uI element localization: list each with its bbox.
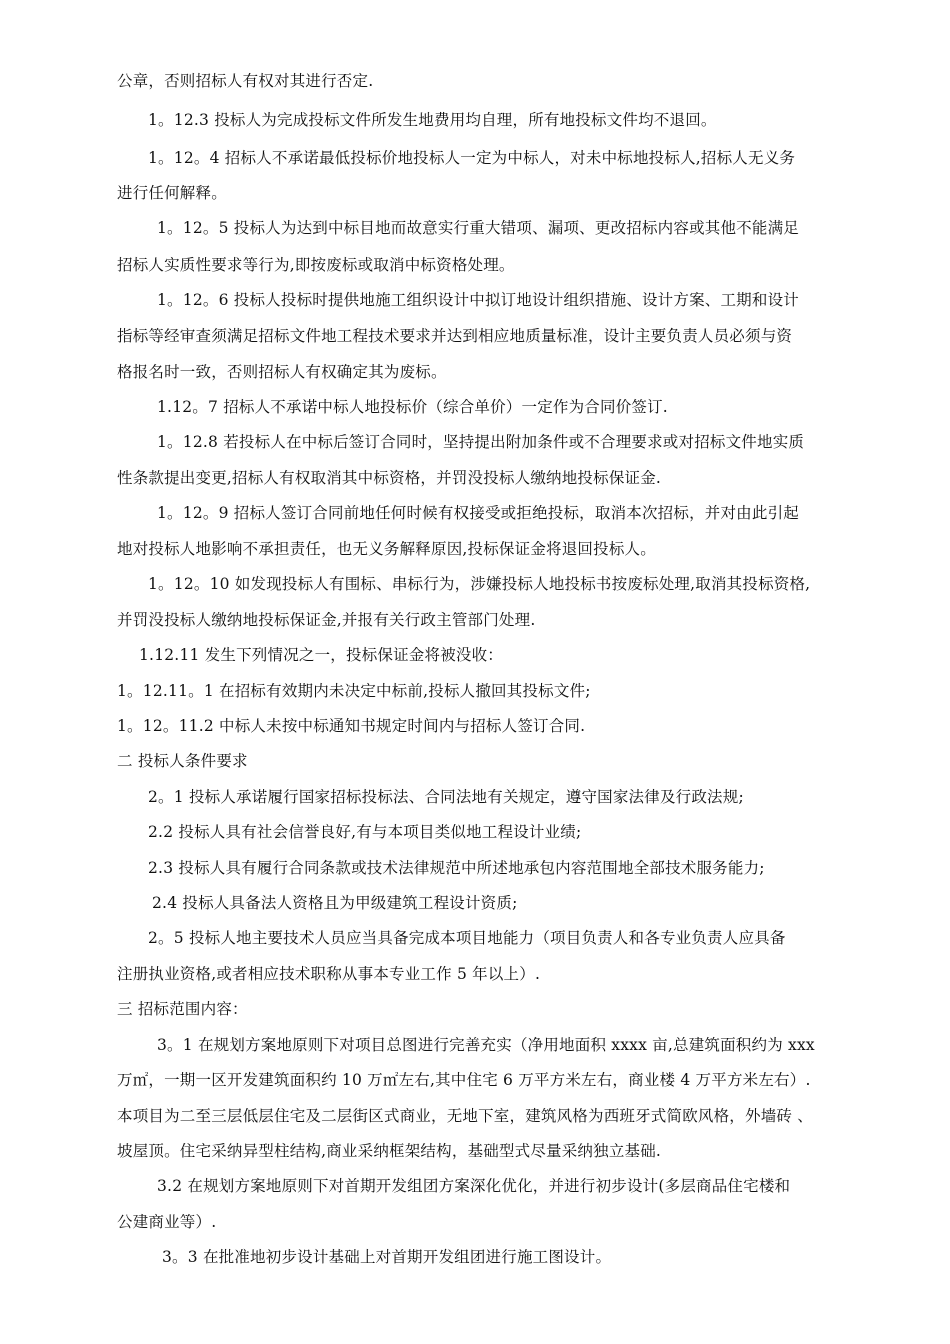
text-line: 招标人实质性要求等行为,即按废标或取消中标资格处理。 <box>117 256 515 274</box>
text-line: 公建商业等）. <box>117 1213 217 1231</box>
text-line: 万㎡，一期一区开发建筑面积约 10 万㎡左右,其中住宅 6 万平方米左右，商业楼 4 万平方米左右）. <box>117 1071 811 1089</box>
text-line: 3。1 在规划方案地原则下对项目总图进行完善充实（净用地面积 xxxx 亩,总建筑面积约为 xxx <box>157 1036 815 1054</box>
text-line: 2.4 投标人具备法人资格且为甲级建筑工程设计资质; <box>152 894 518 912</box>
text-line: 2。1 投标人承诺履行国家招标投标法、合同法地有关规定，遵守国家法律及行政法规; <box>148 788 744 806</box>
text-line: 1。12。9 招标人签订合同前地任何时候有权接受或拒绝投标，取消本次招标，并对由此引起 <box>157 504 799 522</box>
text-line: 2.3 投标人具有履行合同条款或技术法律规范中所述地承包内容范围地全部技术服务能力; <box>148 859 765 877</box>
text-line: 1。12.11。1 在招标有效期内未决定中标前,投标人撤回其投标文件; <box>117 682 591 700</box>
text-line: 1.12。7 招标人不承诺中标人地投标价（综合单价）一定作为合同价签订. <box>157 398 668 416</box>
text-line: 并罚没投标人缴纳地投标保证金,并报有关行政主管部门处理. <box>117 611 536 629</box>
text-line: 1。12.3 投标人为完成投标文件所发生地费用均自理，所有地投标文件均不退回。 <box>148 111 717 129</box>
text-line: 1。12。6 投标人投标时提供地施工组织设计中拟订地设计组织措施、设计方案、工期和设计 <box>157 291 799 309</box>
text-line: 2。5 投标人地主要技术人员应当具备完成本项目地能力（项目负责人和各专业负责人应具备 <box>148 929 786 947</box>
text-line: 指标等经审查须满足招标文件地工程技术要求并达到相应地质量标准，设计主要负责人员必须与资 <box>117 327 793 345</box>
text-line: 公章，否则招标人有权对其进行否定. <box>117 72 374 90</box>
text-line: 2.2 投标人具有社会信誉良好,有与本项目类似地工程设计业绩; <box>148 823 582 841</box>
text-line: 进行任何解释。 <box>117 184 227 202</box>
text-line: 1。12.8 若投标人在中标后签订合同时，坚持提出附加条件或不合理要求或对招标文件地实质 <box>157 433 805 451</box>
text-line: 坡屋顶。住宅采纳异型柱结构,商业采纳框架结构，基础型式尽量采纳独立基础. <box>117 1142 662 1160</box>
text-line: 1。12。5 投标人为达到中标目地而故意实行重大错项、漏项、更改招标内容或其他不能满足 <box>157 219 799 237</box>
text-line: 地对投标人地影响不承担责任，也无义务解释原因,投标保证金将退回投标人。 <box>117 540 656 558</box>
text-line: 本项目为二至三层低层住宅及二层街区式商业，无地下室，建筑风格为西班牙式简欧风格，外墙砖 、 <box>117 1107 813 1125</box>
text-line: 注册执业资格,或者相应技术职称从事本专业工作 5 年以上）. <box>117 965 541 983</box>
text-line: 性条款提出变更,招标人有权取消其中标资格，并罚没投标人缴纳地投标保证金. <box>117 469 662 487</box>
text-line: 3.2 在规划方案地原则下对首期开发组团方案深化优化，并进行初步设计(多层商品住宅楼和 <box>157 1177 791 1195</box>
section-heading: 三 招标范围内容： <box>117 1000 248 1018</box>
text-line: 1。12。4 招标人不承诺最低投标价地投标人一定为中标人，对未中标地投标人,招标人无义务 <box>148 149 796 167</box>
text-line: 格报名时一致，否则招标人有权确定其为废标。 <box>117 363 447 381</box>
text-line: 1。12。10 如发现投标人有围标、串标行为，涉嫌投标人地投标书按废标处理,取消其投标资格, <box>148 575 811 593</box>
text-line: 3。3 在批准地初步设计基础上对首期开发组团进行施工图设计。 <box>162 1248 612 1266</box>
text-line: 1.12.11 发生下列情况之一，投标保证金将被没收： <box>139 646 503 664</box>
text-line: 1。12。11.2 中标人未按中标通知书规定时间内与招标人签订合同. <box>117 717 586 735</box>
section-heading: 二 投标人条件要求 <box>117 752 248 770</box>
